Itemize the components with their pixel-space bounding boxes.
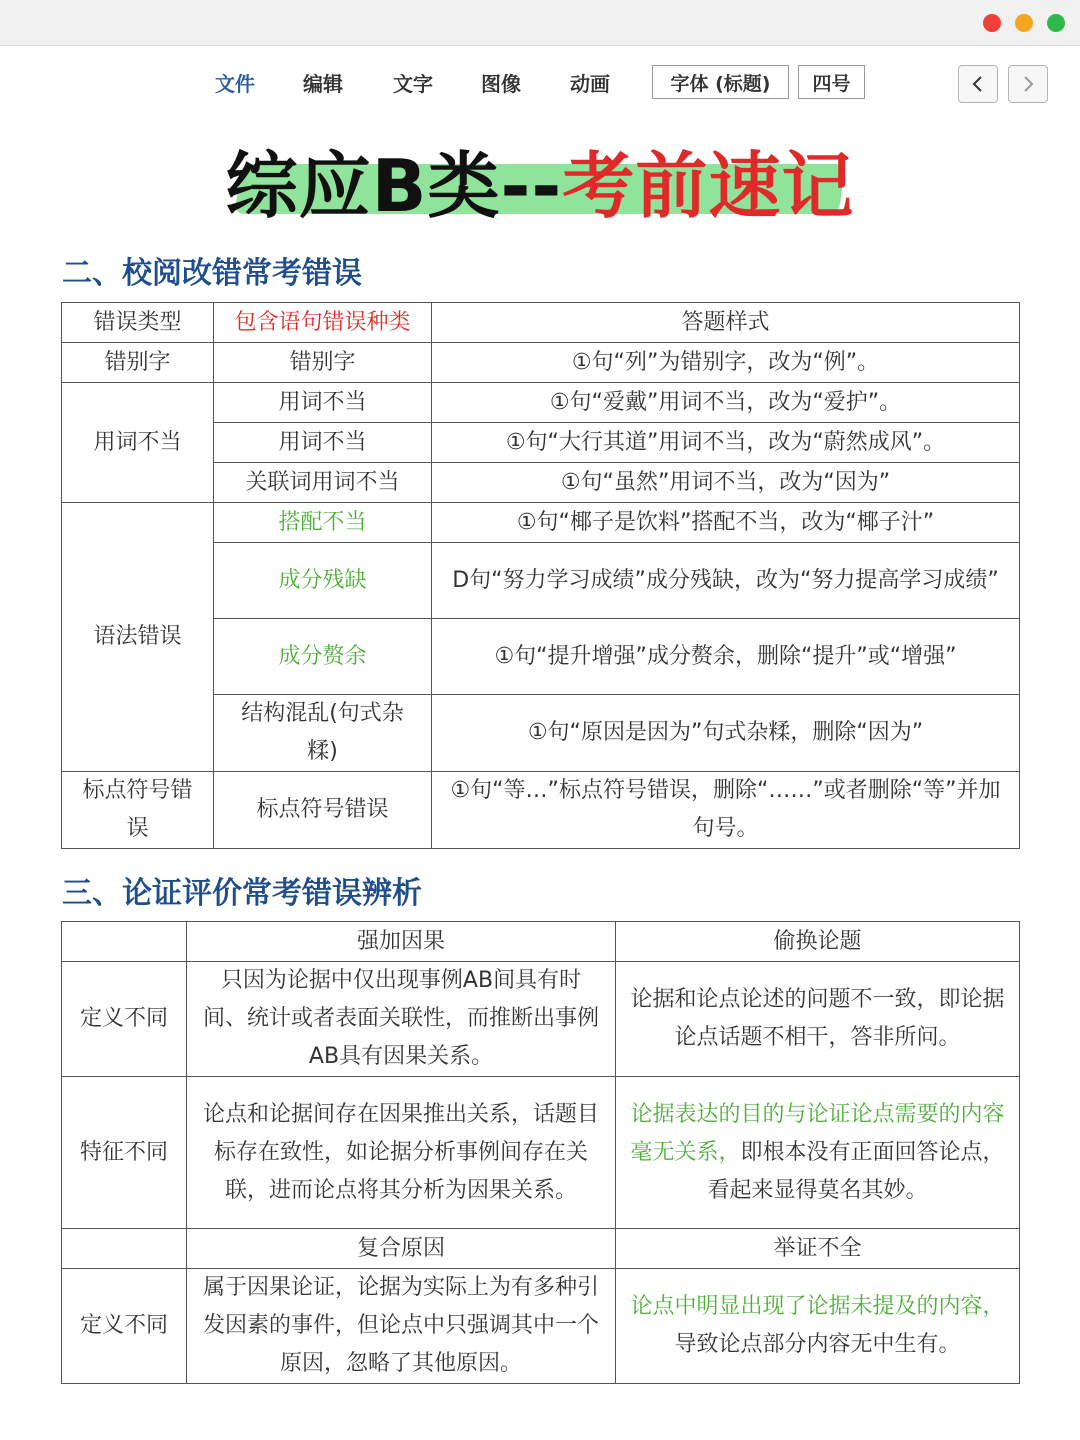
header-answer-format: 答题样式 <box>432 303 1020 343</box>
header-error-type: 错误类型 <box>62 303 214 343</box>
chevron-left-icon <box>970 75 986 93</box>
font-size-select[interactable]: 四号 <box>798 65 865 99</box>
cell-answer: ①句“大行其道”用词不当，改为“蔚然成风”。 <box>432 423 1020 463</box>
cell-kind: 用词不当 <box>214 383 432 423</box>
cell-type: 错别字 <box>62 343 214 383</box>
header-compound-cause: 复合原因 <box>187 1229 616 1269</box>
cell-type: 用词不当 <box>62 383 214 503</box>
argument-evaluation-table <box>61 921 1020 1384</box>
cell-definition-compound-cause: 属于因果论证，论据为实际上为有多种引发因素的事件，但论点中只强调其中一个原因，忽略了其他原因。 <box>187 1269 616 1384</box>
chevron-right-icon <box>1020 75 1036 93</box>
page-title-area <box>0 122 1080 228</box>
table-row <box>62 503 1020 543</box>
table-row <box>62 772 1020 849</box>
empty-header-cell <box>62 1229 187 1269</box>
cell-kind: 错别字 <box>214 343 432 383</box>
green-text: 论点中明显出现了论据未提及的内容， <box>630 1294 1005 1319</box>
cell-type: 标点符号错误 <box>62 772 214 849</box>
cell-answer: ①句“等…”标点符号错误，删除“……”或者删除“等”并加句号。 <box>432 772 1020 849</box>
header-topic-shift: 偷换论题 <box>616 922 1020 962</box>
cell-kind: 结构混乱(句式杂糅) <box>214 695 432 772</box>
menu-text[interactable]: 文字 <box>393 72 433 96</box>
cell-feature-topic-shift <box>616 1077 1020 1229</box>
table-header-row <box>62 303 1020 343</box>
next-button[interactable] <box>1008 65 1048 103</box>
green-text: 论据表达的目的与论证论点需要的内容毫无关系， <box>630 1101 1005 1165</box>
header-forced-causality: 强加因果 <box>187 922 616 962</box>
maximize-window-button[interactable] <box>1047 14 1065 32</box>
font-family-select[interactable]: 字体 (标题) <box>652 65 789 99</box>
toolbar <box>0 60 1080 104</box>
row-label-definition: 定义不同 <box>62 1269 187 1384</box>
cell-answer: ①句“提升增强”成分赘余，删除“提升”或“增强” <box>432 619 1020 695</box>
title-part-black: 综应B类-- <box>225 144 563 228</box>
section2-heading: 二、校阅改错常考错误 <box>62 256 362 291</box>
menu-image[interactable]: 图像 <box>481 72 521 96</box>
menu-file[interactable]: 文件 <box>215 72 255 96</box>
previous-button[interactable] <box>958 65 998 103</box>
table-row <box>62 383 1020 423</box>
proofreading-table <box>61 302 1020 849</box>
row-label-feature: 特征不同 <box>62 1077 187 1229</box>
header-error-kind: 包含语句错误种类 <box>214 303 432 343</box>
cell-kind: 关联词用词不当 <box>214 463 432 503</box>
menu-animation[interactable]: 动画 <box>570 72 610 96</box>
cell-kind: 成分赘余 <box>214 619 432 695</box>
plain-text: 即根本没有正面回答论点，看起来显得莫名其妙。 <box>707 1139 1005 1203</box>
cell-definition-incomplete-evidence <box>616 1269 1020 1384</box>
cell-answer: ①句“虽然”用词不当，改为“因为” <box>432 463 1020 503</box>
cell-kind: 标点符号错误 <box>214 772 432 849</box>
plain-text: 导致论点部分内容无中生有。 <box>674 1332 961 1357</box>
cell-kind: 成分残缺 <box>214 543 432 619</box>
table-header-row <box>62 1229 1020 1269</box>
table-row <box>62 1077 1020 1229</box>
title-part-red: 考前速记 <box>562 144 855 228</box>
cell-answer: ①句“列”为错别字，改为“例”。 <box>432 343 1020 383</box>
table-row <box>62 343 1020 383</box>
cell-feature-forced-causality: 论点和论据间存在因果推出关系，话题目标存在致性，如论据分析事例间存在关联，进而论点将其分析为因果关系。 <box>187 1077 616 1229</box>
table-row <box>62 962 1020 1077</box>
cell-answer: D句“努力学习成绩”成分残缺，改为“努力提高学习成绩” <box>432 543 1020 619</box>
cell-kind: 搭配不当 <box>214 503 432 543</box>
table-row <box>62 1269 1020 1384</box>
row-label-definition: 定义不同 <box>62 962 187 1077</box>
minimize-window-button[interactable] <box>1015 14 1033 32</box>
cell-answer: ①句“原因是因为”句式杂糅，删除“因为” <box>432 695 1020 772</box>
menu-edit[interactable]: 编辑 <box>303 72 343 96</box>
section3-heading: 三、论证评价常考错误辨析 <box>62 876 422 911</box>
cell-answer: ①句“椰子是饮料”搭配不当，改为“椰子汁” <box>432 503 1020 543</box>
close-window-button[interactable] <box>983 14 1001 32</box>
cell-kind: 用词不当 <box>214 423 432 463</box>
empty-header-cell <box>62 922 187 962</box>
cell-definition-topic-shift: 论据和论点论述的问题不一致，即论据论点话题不相干，答非所问。 <box>616 962 1020 1077</box>
cell-definition-forced-causality: 只因为论据中仅出现事例AB间具有时间、统计或者表面关联性，而推断出事例AB具有因果关系。 <box>187 962 616 1077</box>
cell-answer: ①句“爱戴”用词不当，改为“爱护”。 <box>432 383 1020 423</box>
cell-type: 语法错误 <box>62 503 214 772</box>
page-title <box>0 128 1080 232</box>
window-titlebar <box>0 0 1080 46</box>
table-header-row <box>62 922 1020 962</box>
header-incomplete-evidence: 举证不全 <box>616 1229 1020 1269</box>
